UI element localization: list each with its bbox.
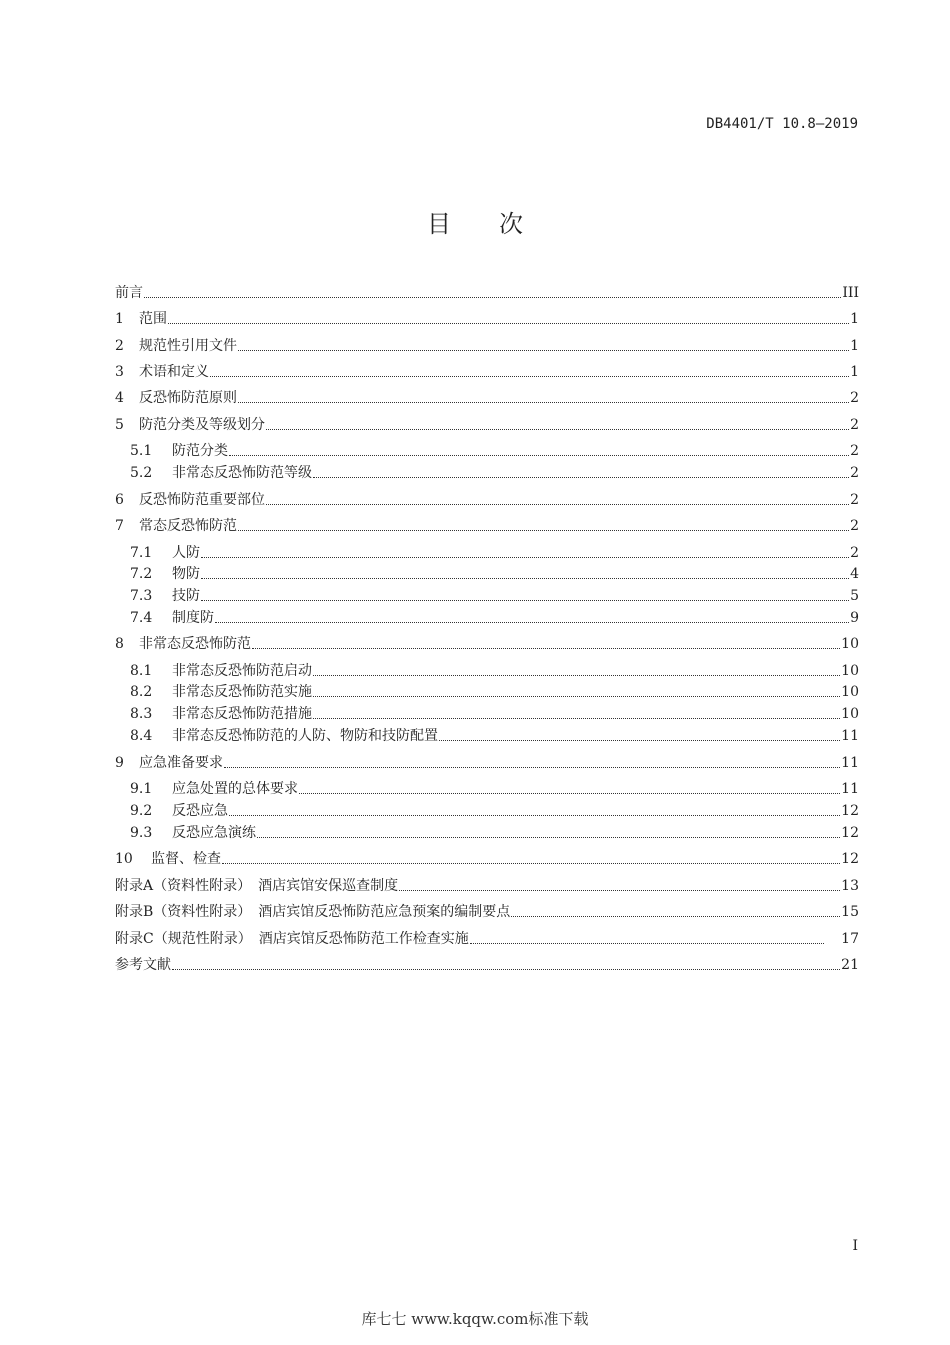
toc-entry[interactable] (130, 800, 859, 820)
toc-entry[interactable] (130, 542, 859, 562)
dot-leader (313, 477, 849, 478)
toc-entry-number: 5 (115, 417, 124, 433)
toc-entry[interactable] (115, 387, 859, 407)
toc-entry-number: 7.2 (130, 566, 153, 582)
toc-entry-number: 7.3 (130, 588, 153, 604)
toc-entry-page: 11 (841, 728, 859, 744)
toc-entry-title: 制度防 (172, 610, 214, 626)
toc-entry-number: 9.1 (130, 781, 153, 797)
toc-entry[interactable] (130, 725, 859, 745)
toc-entry[interactable] (130, 822, 859, 842)
toc-entry[interactable] (115, 848, 859, 868)
toc-entry[interactable] (130, 703, 859, 723)
toc-entry-number: 1 (115, 311, 124, 327)
toc-entry[interactable] (115, 335, 859, 355)
dot-leader (201, 600, 849, 601)
toc-entry-title: 术语和定义 (139, 364, 209, 380)
dot-leader (313, 718, 840, 719)
toc-entry-title: 反恐应急 (172, 803, 228, 819)
toc-entry-number: 9.3 (130, 825, 153, 841)
dot-leader (201, 557, 849, 558)
toc-entry[interactable] (115, 515, 859, 535)
toc-entry[interactable] (130, 440, 859, 460)
toc-entry-title: 反恐应急演练 (172, 825, 256, 841)
toc-entry-page: 10 (841, 684, 859, 700)
toc-entry-page: 11 (841, 781, 859, 797)
toc-entry[interactable] (130, 681, 859, 701)
toc-entry-number: 7.4 (130, 610, 153, 626)
dot-leader (222, 863, 840, 864)
toc-entry-number: 7 (115, 518, 124, 534)
toc-entry-title: 非常态反恐怖防范 (139, 636, 251, 652)
toc-entry-page: 2 (850, 390, 859, 406)
toc-entry-page: 10 (841, 663, 859, 679)
toc-entry-title: 反恐怖防范原则 (139, 390, 237, 406)
toc-entry-page: 2 (850, 417, 859, 433)
toc-entry[interactable] (130, 462, 859, 482)
toc-entry-page: 1 (850, 338, 859, 354)
toc-entry-page: 1 (850, 311, 859, 327)
dot-leader (399, 890, 840, 891)
toc-entry-number: 9.2 (130, 803, 153, 819)
toc-entry-title: 常态反恐怖防范 (139, 518, 237, 534)
toc-entry-page: 2 (850, 545, 859, 561)
toc-entry-title: 附录A（资料性附录） 酒店宾馆安保巡查制度 (115, 878, 399, 894)
toc-entry[interactable] (130, 607, 859, 627)
toc-entry-number: 8 (115, 636, 124, 652)
toc-entry-title: 非常态反恐怖防范启动 (172, 663, 312, 679)
dot-leader (313, 675, 840, 676)
toc-entry-title: 防范分类及等级划分 (139, 417, 265, 433)
toc-entry-page: 11 (841, 755, 859, 771)
dot-leader (229, 815, 840, 816)
dot-leader (299, 793, 840, 794)
toc-entry-title: 应急处置的总体要求 (172, 781, 298, 797)
toc-entry-number: 2 (115, 338, 124, 354)
toc-entry[interactable] (115, 489, 859, 509)
toc-entry-page: 12 (841, 851, 859, 867)
toc-entry-page: 2 (850, 465, 859, 481)
toc-entry[interactable] (115, 954, 859, 974)
toc-entry-title: 前言 (115, 285, 143, 301)
dot-leader (439, 740, 840, 741)
toc-entry-page: 5 (850, 588, 859, 604)
toc-entry-number: 7.1 (130, 545, 153, 561)
toc-entry-number: 5.2 (130, 465, 153, 481)
toc-entry-number: 10 (115, 851, 133, 867)
watermark: 库七七 www.kqqw.com标准下载 (361, 1310, 589, 1328)
toc-entry[interactable] (130, 563, 859, 583)
toc-entry[interactable] (115, 875, 859, 895)
toc-entry-page: 10 (841, 706, 859, 722)
toc-entry-page: 2 (850, 492, 859, 508)
toc-entry-title: 防范分类 (172, 443, 228, 459)
toc-entry[interactable] (130, 778, 859, 798)
toc-entry-page: 2 (850, 518, 859, 534)
toc-entry-title: 附录B（资料性附录） 酒店宾馆反恐怖防范应急预案的编制要点 (115, 904, 511, 920)
page-number: I (852, 1238, 858, 1254)
toc-entry-page: 4 (850, 566, 859, 582)
toc-entry-number: 4 (115, 390, 124, 406)
toc-entry-number: 6 (115, 492, 124, 508)
toc-entry-page: III (842, 285, 859, 301)
dot-leader (257, 837, 840, 838)
toc-entry[interactable] (115, 928, 859, 948)
toc-entry[interactable] (115, 282, 859, 302)
toc-entry-page: 15 (841, 904, 859, 920)
toc-entry[interactable] (130, 660, 859, 680)
dot-leader (266, 504, 849, 505)
document-id: DB4401/T 10.8—2019 (706, 116, 858, 132)
toc-entry-title: 应急准备要求 (139, 755, 223, 771)
toc-entry-page: 9 (850, 610, 859, 626)
toc-entry-page: 12 (841, 803, 859, 819)
dot-leader (511, 916, 840, 917)
toc-entry-title: 物防 (172, 566, 200, 582)
toc-entry-title: 非常态反恐怖防范措施 (172, 706, 312, 722)
toc-entry[interactable] (115, 633, 859, 653)
toc-entry-title: 附录C（规范性附录） 酒店宾馆反恐怖防范工作检查实施 (115, 931, 469, 947)
toc-entry-number: 5.1 (130, 443, 153, 459)
dot-leader (224, 767, 840, 768)
toc-entry-number: 8.3 (130, 706, 153, 722)
toc-entry-title: 技防 (172, 588, 200, 604)
toc-entry[interactable] (115, 414, 859, 434)
dot-leader (470, 943, 824, 944)
toc-entry-title: 范围 (139, 311, 167, 327)
toc-entry-title: 规范性引用文件 (139, 338, 237, 354)
dot-leader (168, 323, 849, 324)
toc-entry[interactable] (115, 308, 859, 328)
dot-leader (313, 696, 840, 697)
toc-entry-page: 21 (841, 957, 859, 973)
toc-entry-page: 1 (850, 364, 859, 380)
toc-entry-number: 9 (115, 755, 124, 771)
toc-entry-title: 非常态反恐怖防范实施 (172, 684, 312, 700)
page-title: 目次 (427, 210, 571, 238)
toc-entry-title: 反恐怖防范重要部位 (139, 492, 265, 508)
dot-leader (215, 622, 849, 623)
dot-leader (201, 578, 849, 579)
toc-entry[interactable] (115, 752, 859, 772)
toc-entry-title: 非常态反恐怖防范的人防、物防和技防配置 (172, 728, 438, 744)
toc-entry-page: 12 (841, 825, 859, 841)
dot-leader (229, 455, 849, 456)
dot-leader (266, 429, 849, 430)
toc-entry-number: 3 (115, 364, 124, 380)
toc-entry[interactable] (115, 901, 859, 921)
toc-entry-title: 参考文献 (115, 957, 171, 973)
toc-entry-page: 2 (850, 443, 859, 459)
dot-leader (210, 376, 849, 377)
toc-entry-title: 人防 (172, 545, 200, 561)
toc-entry-number: 8.2 (130, 684, 153, 700)
toc-entry-number: 8.4 (130, 728, 153, 744)
dot-leader (144, 297, 841, 298)
dot-leader (238, 402, 849, 403)
toc-entry[interactable] (130, 585, 859, 605)
dot-leader (238, 530, 849, 531)
toc-entry-page: 13 (841, 878, 859, 894)
dot-leader (172, 969, 840, 970)
toc-entry-page: 10 (841, 636, 859, 652)
toc-entry-title: 监督、检查 (151, 851, 221, 867)
toc-entry-number: 8.1 (130, 663, 153, 679)
toc-entry-title: 非常态反恐怖防范等级 (172, 465, 312, 481)
dot-leader (238, 350, 849, 351)
toc-entry[interactable] (115, 361, 859, 381)
dot-leader (252, 648, 840, 649)
toc-entry-page: 17 (841, 931, 859, 947)
